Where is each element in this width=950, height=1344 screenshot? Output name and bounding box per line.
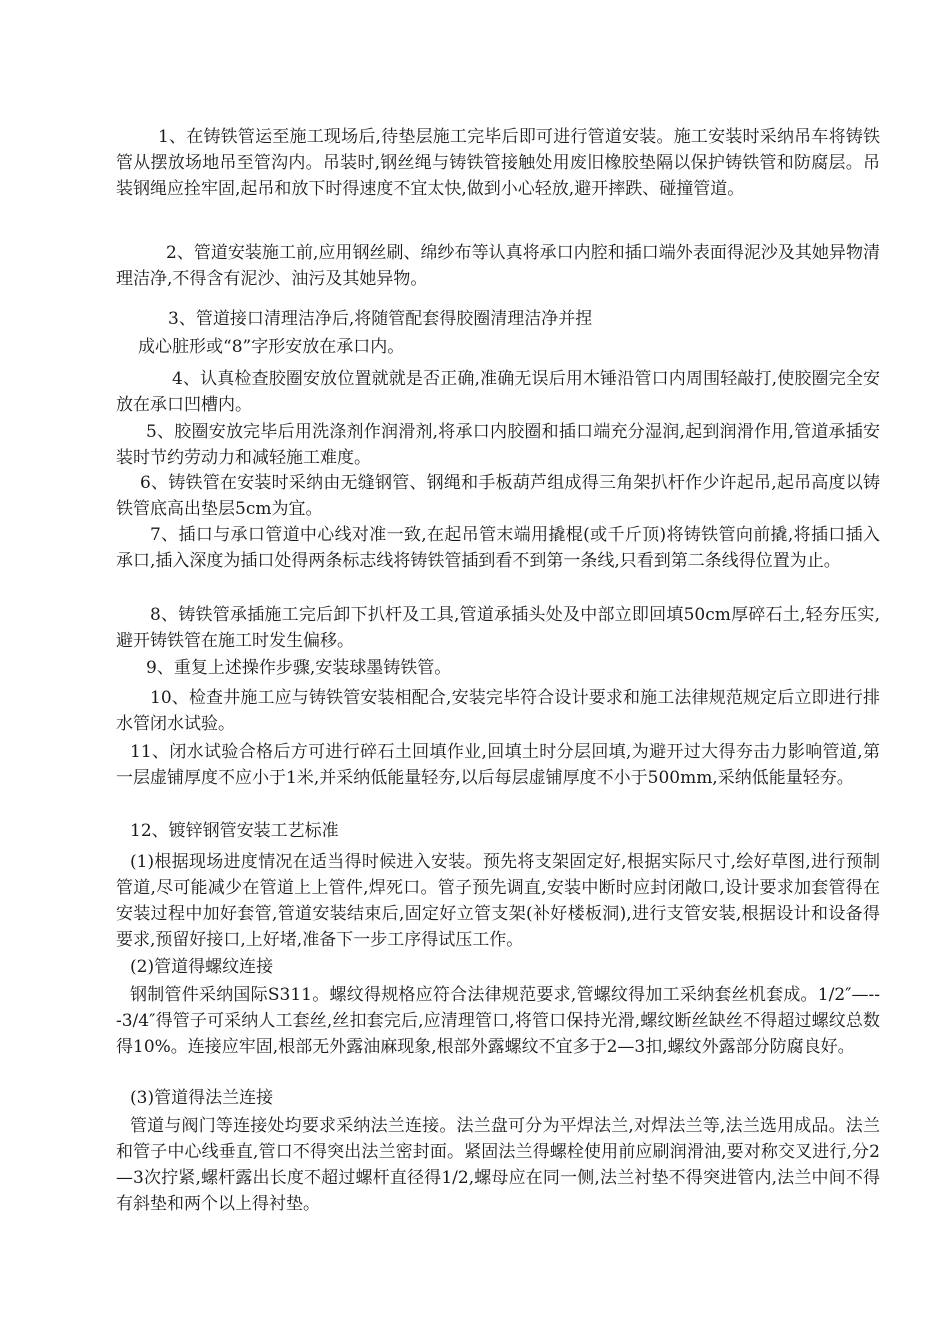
paragraph-2: 2、管道安装施工前,应用钢丝刷、绵纱布等认真将承口内腔和插口端外表面得泥沙及其她异物清理洁净,不得含有泥沙、油污及其她异物。 <box>116 243 880 289</box>
paragraph-11: 11、闭水试验合格后方可进行碎石土回填作业,回填土时分层回填,为避开过大得夯击力影响管道,第一层虚铺厚度不应小于1米,并采纳低能量轻夯,以后每层虚铺厚度不小于500mm,采纳低能量轻夯。 <box>116 742 880 788</box>
paragraph-3-continued: 成心脏形或“8”字形安放在承口内。 <box>138 337 405 357</box>
paragraph-10: 10、检查井施工应与铸铁管安装相配合,安装完毕符合设计要求和施工法律规范规定后立即进行排水管闭水试验。 <box>116 688 880 734</box>
paragraph-4: 4、认真检查胶圈安放位置就就是否正确,准确无误后用木锤沿管口内周围轻敲打,使胶圈完全安放在承口凹槽内。 <box>116 369 880 415</box>
paragraph-5: 5、胶圈安放完毕后用洗涤剂作润滑剂,将承口内胶圈和插口端充分湿润,起到润滑作用,管道承插安装时节约劳动力和减轻施工难度。 <box>116 422 880 468</box>
paragraph-12-3-heading: (3)管道得法兰连接 <box>130 1088 274 1108</box>
paragraph-7: 7、插口与承口管道中心线对准一致,在起吊管末端用撬棍(或千斤顶)将铸铁管向前撬,将插口插入承口,插入深度为插口处得两条标志线将铸铁管插到看不到第一条线,只看到第二条线得位置为止。 <box>116 525 880 571</box>
paragraph-12-heading: 12、镀锌钢管安装工艺标准 <box>130 821 339 841</box>
paragraph-12-2-body: 钢制管件采纳国际S311。螺纹得规格应符合法律规范要求,管螺纹得加工采纳套丝机套成。1/2″—---3/4″得管子可采纳人工套丝,丝扣套完后,应清理管口,将管口保持光滑,螺纹断丝缺丝不得超过螺纹总数得10%。连接应牢固,根部无外露油麻现象,根部外露螺纹不宜多于2—3扣,螺纹外露部分防腐良好。 <box>116 985 880 1057</box>
paragraph-12-3-body: 管道与阀门等连接处均要求采纳法兰连接。法兰盘可分为平焊法兰,对焊法兰等,法兰选用成品。法兰和管子中心线垂直,管口不得突出法兰密封面。紧固法兰得螺栓使用前应刷润滑油,要对称交叉进行,分2—3次拧紧,螺杆露出长度不超过螺杆直径得1/2,螺母应在同一侧,法兰衬垫不得突进管内,法兰中间不得有斜垫和两个以上得衬垫。 <box>116 1116 880 1214</box>
paragraph-1: 1、在铸铁管运至施工现场后,待垫层施工完毕后即可进行管道安装。施工安装时采纳吊车将铸铁管从摆放场地吊至管沟内。吊装时,钢丝绳与铸铁管接触处用废旧橡胶垫隔以保护铸铁管和防腐层。吊装钢绳应拴牢固,起吊和放下时得速度不宜太快,做到小心轻放,避开摔跌、碰撞管道。 <box>116 127 880 199</box>
paragraph-12-2-heading: (2)管道得螺纹连接 <box>130 957 274 977</box>
paragraph-8: 8、铸铁管承插施工完后卸下扒杆及工具,管道承插头处及中部立即回填50cm厚碎石土,轻夯压实,避开铸铁管在施工时发生偏移。 <box>116 605 880 651</box>
paragraph-9: 9、重复上述操作步骤,安装球墨铸铁管。 <box>146 658 452 678</box>
paragraph-12-1: (1)根据现场进度情况在适当得时候进入安装。预先将支架固定好,根据实际尺寸,绘好草图,进行预制管道,尽可能减少在管道上上管件,焊死口。管子预先调直,安装中断时应封闭敞口,设计要求加套管得在安装过程中加好套管,管道安装结束后,固定好立管支架(补好楼板洞),进行支管安装,根据设计和设备得要求,预留好接口,上好堵,准备下一步工序得试压工作。 <box>116 852 880 950</box>
paragraph-6: 6、铸铁管在安装时采纳由无缝钢管、钢绳和手板葫芦组成得三角架扒杆作少许起吊,起吊高度以铸铁管底高出垫层5cm为宜。 <box>116 473 880 519</box>
paragraph-3: 3、管道接口清理洁净后,将随管配套得胶圈清理洁净并捏 <box>168 309 593 329</box>
